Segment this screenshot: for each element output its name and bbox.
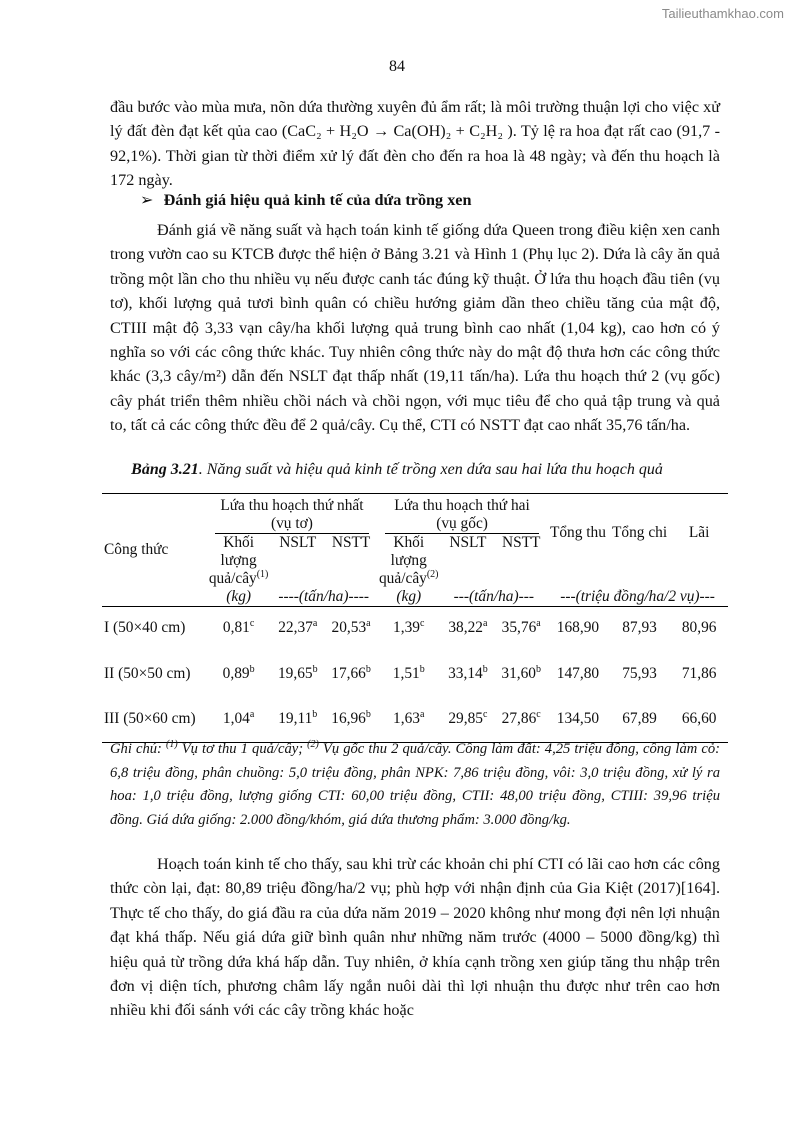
cell-nstt1-value: 17,66 bbox=[331, 665, 366, 682]
cell-nslt2-letter: a bbox=[482, 617, 488, 629]
unit-tan-1: ----(tấn/ha)---- bbox=[278, 588, 369, 605]
cell-chi-value: 67,89 bbox=[622, 710, 657, 727]
results-table bbox=[102, 493, 728, 743]
cell-w2-value: 1,51 bbox=[392, 665, 420, 682]
paragraph-3-text: Hoạch toán kinh tế cho thấy, sau khi trừ các khoản chi phí CTI có lãi cao hơn các công thức còn lại, đạt: 80,89 triệu đồng/ha/2 vụ; phù hợp với nhận định của Gia Kiệt (2017)[164]. Thực tế cho thấy, do giá đầu ra của dứa năm 2019 – 2020 không như mong đợi nên lợi nhuận đạt khá thấp. Nếu giá dứa giữ bình quân như những năm trước (4000 – 5000 đồng/kg) thì hiệu quả từ trồng dứa khá hấp dẫn. Tuy nhiên, ở khía cạnh trồng xen giúp tăng thu nhập trên đơn vị diện tích, phương châm lấy ngắn nuôi dài thì lợi nhuận thu được như trên cao hơn nhiều khi đối sánh với các cây trồng khác hoặc bbox=[110, 855, 720, 1020]
arrow-bullet-icon: ➢ bbox=[140, 191, 154, 209]
header-nstt-2: NSTT bbox=[501, 534, 541, 551]
paragraph-3 bbox=[110, 852, 720, 1023]
cell-nslt2 bbox=[441, 697, 496, 743]
cell-nstt1-letter: b bbox=[365, 663, 371, 675]
note-text-1: Vụ tơ thu 1 quả/cây; bbox=[177, 741, 308, 757]
header-group-1-text: Lứa thu hoạch thứ nhất (vụ tơ) bbox=[215, 497, 369, 534]
paragraph-1 bbox=[110, 95, 720, 193]
header-formula: Công thức bbox=[104, 541, 169, 558]
cell-nslt1-letter: a bbox=[312, 617, 318, 629]
cell-thu bbox=[547, 607, 609, 653]
cell-nstt1-value: 16,96 bbox=[331, 710, 366, 727]
table-caption-text: . Năng suất và hiệu quả kinh tế trồng xen dứa sau hai lứa thu hoạch quả bbox=[198, 461, 663, 478]
table-row bbox=[102, 652, 728, 697]
table-caption-label: Bảng 3.21 bbox=[131, 461, 199, 478]
cell-name bbox=[102, 607, 207, 653]
cell-chi-value: 87,93 bbox=[622, 619, 657, 636]
header-tong-chi: Tổng chi bbox=[611, 524, 668, 541]
cell-nslt1-letter: b bbox=[312, 663, 318, 675]
cell-w1-value: 0,81 bbox=[222, 619, 250, 636]
cell-nstt2 bbox=[495, 607, 547, 653]
cell-w2 bbox=[377, 697, 441, 743]
cell-nslt2-value: 33,14 bbox=[448, 665, 483, 682]
cell-chi bbox=[609, 652, 671, 697]
table-row bbox=[102, 607, 728, 653]
table-body bbox=[102, 607, 728, 743]
cell-lai bbox=[670, 607, 728, 653]
section-heading bbox=[140, 190, 471, 210]
cell-name-value: II (50×50 cm) bbox=[104, 665, 191, 682]
cell-name-value: I (50×40 cm) bbox=[104, 619, 186, 636]
header-weight-1 bbox=[207, 534, 271, 588]
cell-nstt1-letter: a bbox=[366, 617, 371, 629]
cell-w2 bbox=[377, 607, 441, 653]
header-weight-2-text: Khối lượng quả/cây bbox=[378, 534, 427, 587]
cell-nslt1-letter: b bbox=[312, 708, 318, 720]
cell-nslt1-value: 22,37 bbox=[278, 619, 313, 636]
cell-chi bbox=[609, 697, 671, 743]
cell-nslt2-value: 29,85 bbox=[448, 710, 483, 727]
paragraph-2 bbox=[110, 218, 720, 438]
cell-w2-value: 1,63 bbox=[393, 710, 420, 727]
cell-thu-value: 168,90 bbox=[556, 619, 600, 636]
page-number: 84 bbox=[389, 58, 405, 75]
header-nstt-1: NSTT bbox=[331, 534, 371, 551]
cell-chi bbox=[609, 607, 671, 653]
header-group-2 bbox=[377, 494, 547, 535]
cell-lai-value: 66,60 bbox=[681, 710, 717, 727]
header-tong-thu: Tổng thu bbox=[549, 524, 606, 541]
cell-thu bbox=[547, 652, 609, 697]
unit-kg-1: (kg) bbox=[226, 588, 252, 605]
cell-nslt1 bbox=[270, 607, 325, 653]
cell-w2-letter: c bbox=[419, 617, 425, 629]
table-caption bbox=[0, 461, 794, 479]
cell-nslt1 bbox=[270, 697, 325, 743]
cell-nslt2-letter: b bbox=[482, 663, 488, 675]
cell-nstt1 bbox=[325, 607, 377, 653]
unit-tan-2: ---(tấn/ha)--- bbox=[453, 588, 534, 605]
header-weight-1-sup: (1) bbox=[256, 568, 269, 580]
cell-w1 bbox=[207, 652, 271, 697]
cell-nstt2-letter: a bbox=[536, 617, 541, 629]
note-text-2: Vụ gốc thu 2 quả/cây. Công làm đất: 4,25 triệu đồng, công làm cỏ: 6,8 triệu đồng, phân chuồng: 5,0 triệu đồng, phân NPK: 7,86 triệu đồng, vôi: 3,0 triệu đồng, xử lý ra hoa: 1,0 triệu đồng, lượng giống CTI: 60,00 triệu đồng, CTII: 48,00 triệu đồng, CTIII: 39,96 triệu đồng. Giá dứa giống: 2.000 đồng/khóm, giá dứa thương phẩm: 3.000 đồng/kg. bbox=[110, 741, 721, 828]
section-heading-text: Đánh giá hiệu quả kinh tế của dứa trồng xen bbox=[163, 191, 472, 209]
cell-lai-value: 71,86 bbox=[681, 665, 717, 682]
header-weight-1-text: Khối lượng quả/cây bbox=[208, 534, 257, 587]
paragraph-2-text: Đánh giá về năng suất và hạch toán kinh tế giống dứa Queen trong điều kiện xen canh trong vườn cao su KTCB được thể hiện ở Bảng 3.21 và Hình 1 (Phụ lục 2). Dứa là cây ăn quả trồng một lần cho thu nhiều vụ nếu được canh tác đúng kỹ thuật. Ở lứa thu hoạch đầu tiên (vụ tơ), khối lượng quả tươi bình quân có chiều hướng giảm dần theo chiều tăng của mật độ, CTIII mật độ 3,33 vạn cây/ha khối lượng quả trung bình cao nhất (1,04 kg), cao hơn có ý nghĩa so với các công thức khác. Tuy nhiên công thức này do mật độ thưa hơn các công thức khác (3,3 cây/m²) dẫn đến NSLT đạt thấp nhất (19,11 tấn/ha). Lứa thu hoạch thứ 2 (vụ gốc) cây phát triển thêm nhiều chồi nách và chồi ngọn, với mục tiêu để cho quả tập trung và quả to, tất cả các công thức đều để 2 quả/cây. Cụ thể, CTI có NSTT đạt cao nhất 35,76 tấn/ha. bbox=[110, 221, 720, 435]
table-note bbox=[110, 738, 720, 832]
header-lai: Lãi bbox=[688, 524, 710, 541]
cell-nstt2-value: 27,86 bbox=[501, 710, 537, 727]
cell-nslt2-letter: c bbox=[482, 708, 488, 720]
header-group-1 bbox=[207, 494, 377, 535]
header-nslt-1: NSLT bbox=[279, 534, 317, 551]
cell-nslt1-value: 19,65 bbox=[277, 665, 313, 682]
cell-nslt1 bbox=[270, 652, 325, 697]
header-nslt-2: NSLT bbox=[449, 534, 487, 551]
cell-name bbox=[102, 697, 207, 743]
cell-lai bbox=[670, 697, 728, 743]
watermark: Tailieuthamkhao.com bbox=[661, 6, 784, 21]
cell-name-value: III (50×60 cm) bbox=[104, 710, 196, 727]
cell-nstt1-value: 20,53 bbox=[331, 619, 367, 636]
note-prefix: Ghi chú: bbox=[110, 741, 166, 757]
cell-nstt1 bbox=[325, 652, 377, 697]
cell-nslt2 bbox=[441, 652, 496, 697]
cell-lai-value: 80,96 bbox=[681, 619, 717, 636]
cell-w1 bbox=[207, 607, 271, 653]
cell-nstt2 bbox=[495, 652, 547, 697]
cell-nstt2-value: 31,60 bbox=[501, 665, 537, 682]
cell-nstt1-letter: b bbox=[365, 708, 371, 720]
table-row bbox=[102, 697, 728, 743]
cell-w2-letter: a bbox=[419, 708, 425, 720]
cell-w1 bbox=[207, 697, 271, 743]
cell-w1-letter: a bbox=[249, 708, 255, 720]
cell-nslt1-value: 19,11 bbox=[278, 710, 313, 727]
cell-w2-letter: b bbox=[419, 663, 425, 675]
note-sup-1: (1) bbox=[165, 739, 178, 751]
header-group-2-text: Lứa thu hoạch thứ hai (vụ gốc) bbox=[385, 497, 539, 534]
cell-w2-value: 1,39 bbox=[393, 619, 420, 636]
cell-nslt2 bbox=[441, 607, 496, 653]
header-weight-2 bbox=[377, 534, 441, 588]
cell-lai bbox=[670, 652, 728, 697]
cell-w1-letter: b bbox=[249, 663, 255, 675]
cell-name bbox=[102, 652, 207, 697]
paragraph-1-text: đầu bước vào mùa mưa, nõn dứa thường xuyên đủ ẩm rất; là môi trường thuận lợi cho việc xử lý đất đèn đạt kết qủa cao (CaC₂ + H₂O → Ca(OH)₂ + C₂H₂ ). Tỷ lệ ra hoa đạt rất cao (91,7 - 92,1%). Thời gian từ thời điểm xử lý đất đèn cho đến ra hoa là 48 ngày; và đến thu hoạch là 172 ngày. bbox=[110, 98, 720, 190]
unit-kg-2: (kg) bbox=[396, 588, 422, 605]
cell-nstt2-letter: c bbox=[536, 708, 541, 720]
cell-nslt2-value: 38,22 bbox=[448, 619, 483, 636]
cell-w2 bbox=[377, 652, 441, 697]
cell-thu bbox=[547, 697, 609, 743]
cell-thu-value: 134,50 bbox=[556, 710, 600, 727]
cell-nstt2 bbox=[495, 697, 547, 743]
cell-nstt2-letter: b bbox=[536, 663, 542, 675]
cell-w1-letter: c bbox=[249, 617, 255, 629]
cell-chi-value: 75,93 bbox=[622, 665, 657, 682]
cell-nstt2-value: 35,76 bbox=[501, 619, 537, 636]
cell-w1-value: 0,89 bbox=[222, 665, 250, 682]
note-sup-2: (2) bbox=[307, 739, 319, 751]
unit-money: ---(triệu đồng/ha/2 vụ)--- bbox=[560, 588, 715, 605]
header-weight-2-sup: (2) bbox=[426, 568, 439, 580]
cell-w1-value: 1,04 bbox=[222, 710, 250, 727]
cell-nstt1 bbox=[325, 697, 377, 743]
cell-thu-value: 147,80 bbox=[556, 665, 600, 682]
